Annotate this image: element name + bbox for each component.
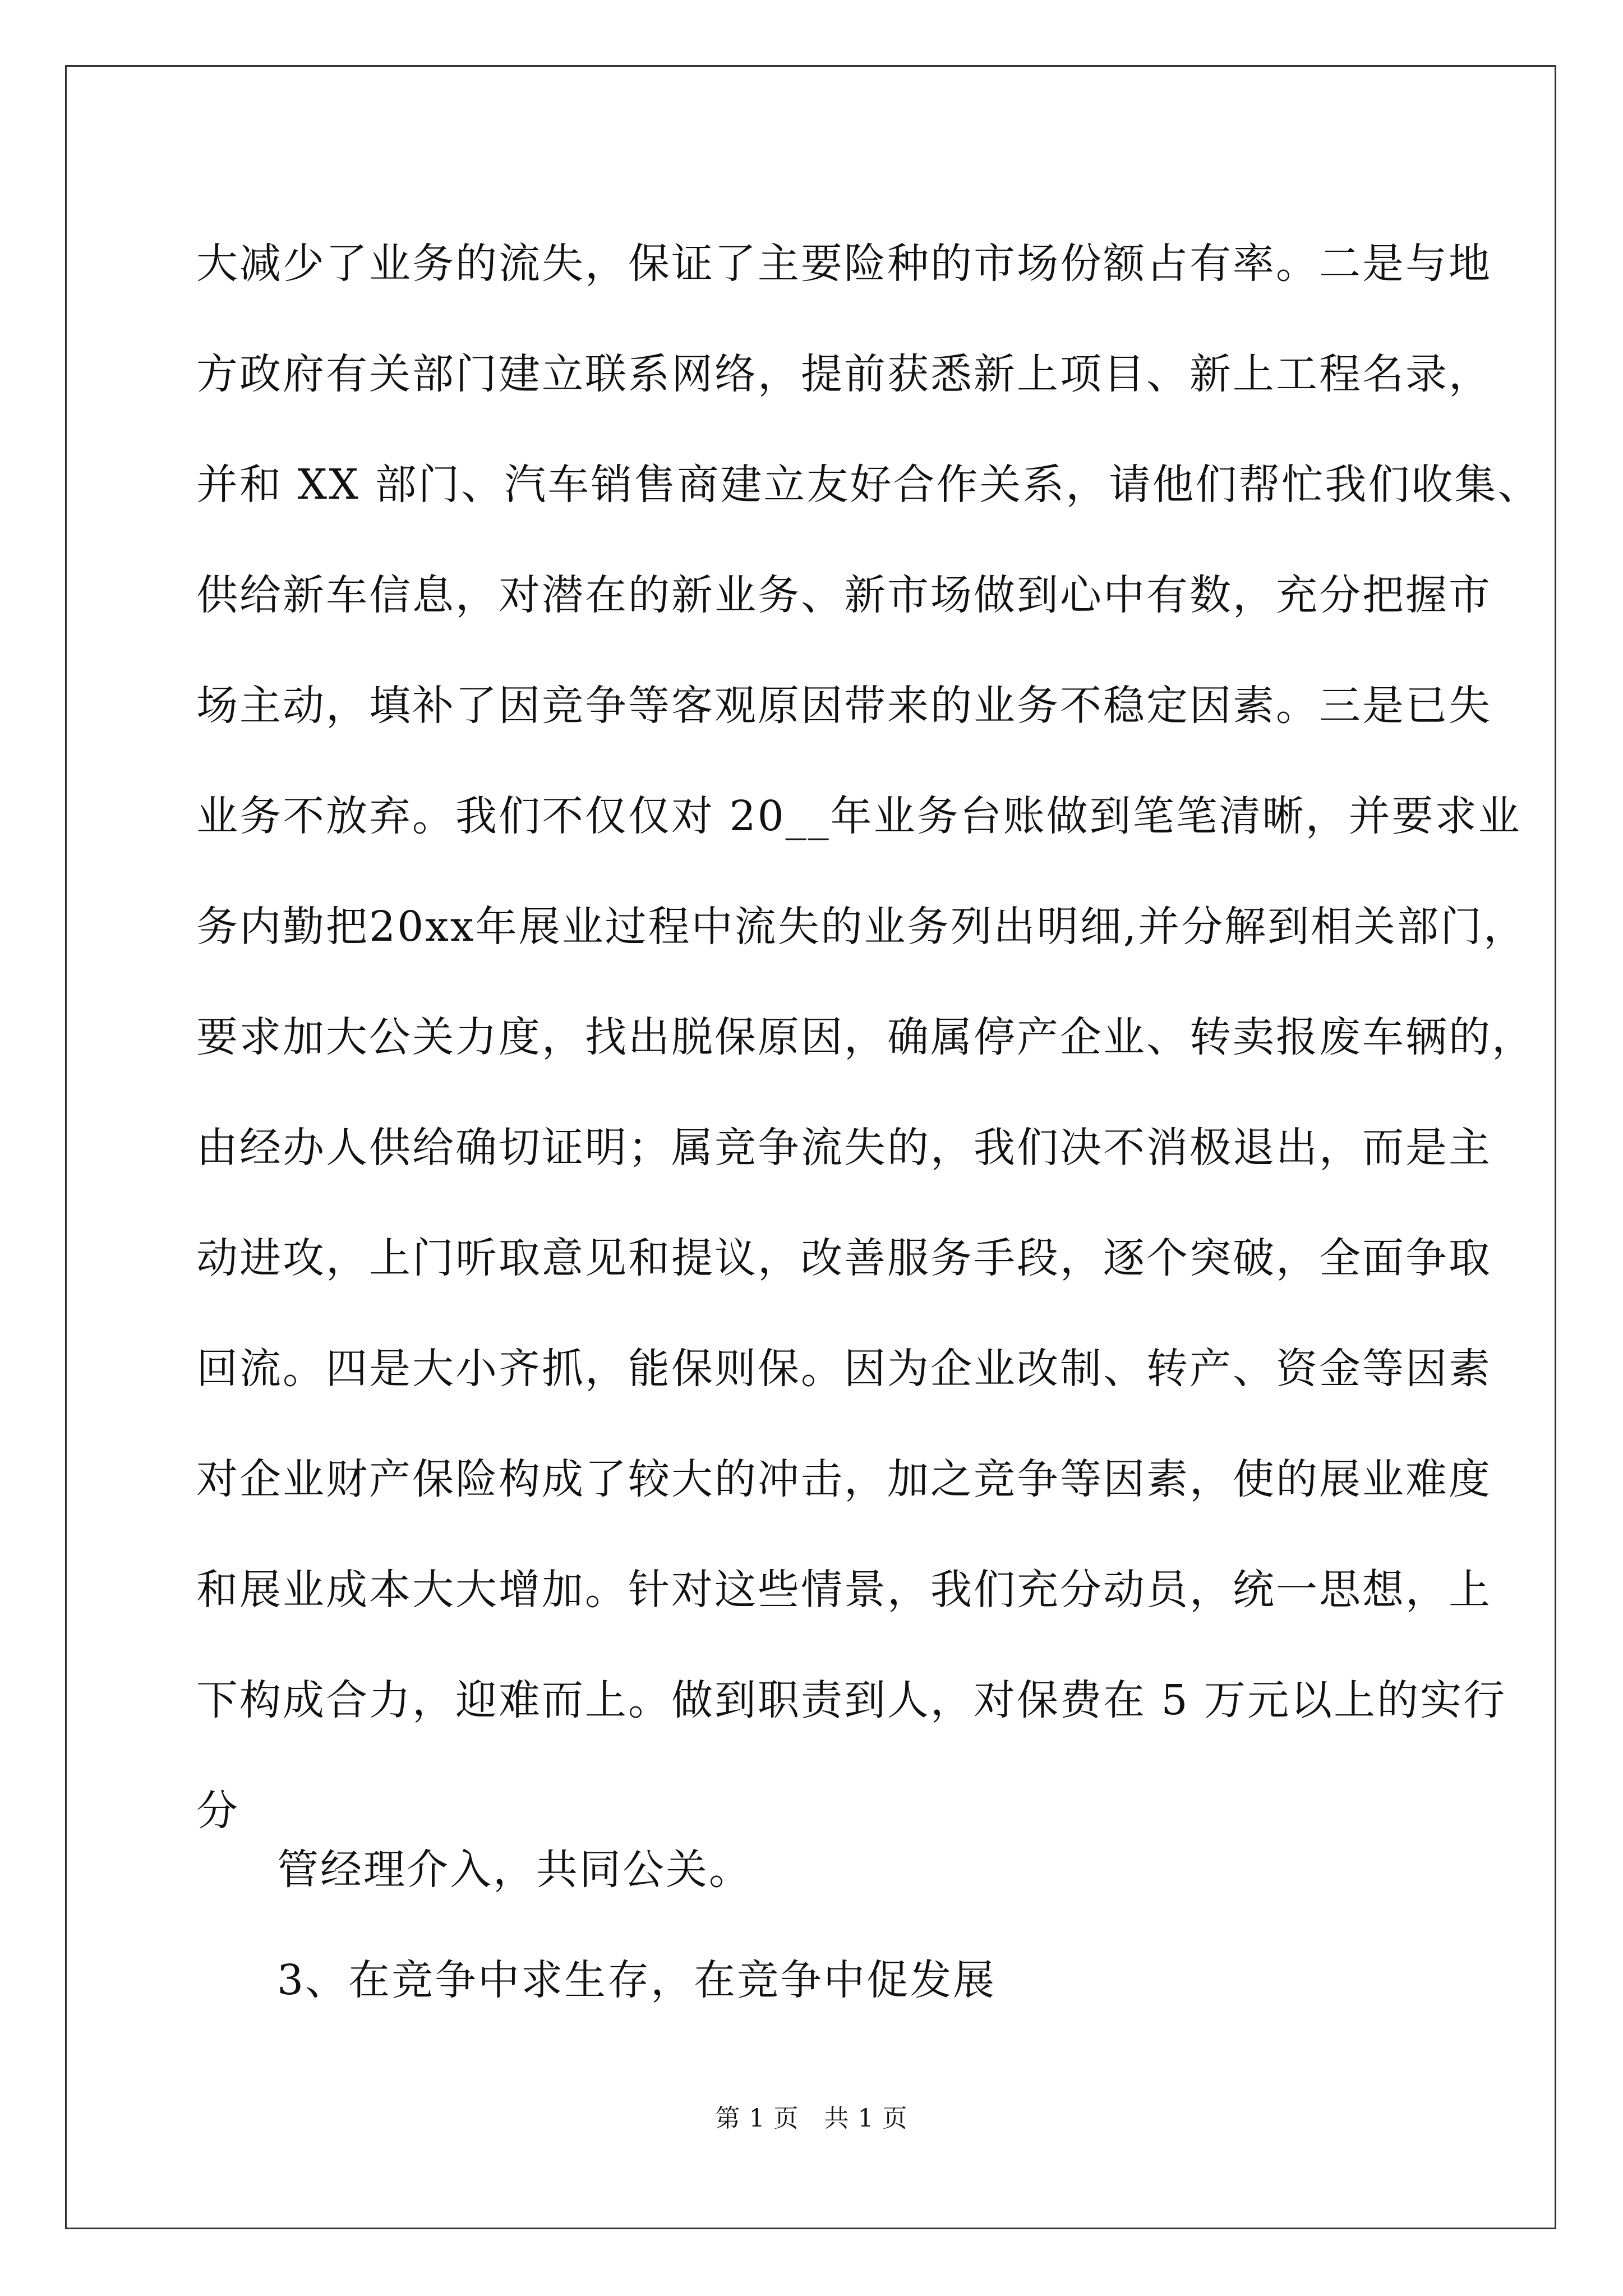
text-line: 和展业成本大大增加。针对这些情景，我们充分动员，统一思想，上 (196, 1566, 1492, 1614)
text-line: 由经办人供给确切证明；属竞争流失的，我们决不消极退出，而是主 (196, 1124, 1492, 1172)
page-footer: 第 1 页 共 1 页 (715, 2104, 908, 2133)
text-line: 业务不放弃。我们不仅仅对 20__年业务台账做到笔笔清晰，并要求业 (196, 792, 1521, 840)
text-line: 回流。四是大小齐抓，能保则保。因为企业改制、转产、资金等因素 (196, 1345, 1492, 1393)
text-line: 方政府有关部门建立联系网络，提前获悉新上项目、新上工程名录， (196, 350, 1492, 398)
text-line: 并和 XX 部门、汽车销售商建立友好合作关系，请他们帮忙我们收集、 (196, 461, 1541, 509)
text-line: 对企业财产保险构成了较大的冲击，加之竞争等因素，使的展业难度 (196, 1455, 1492, 1503)
paragraph-manager-intervention: 管经理介入，共同公关。 (277, 1846, 752, 1894)
paragraph-continued (196, 209, 1541, 1866)
text-line: 场主动，填补了因竞争等客观原因带来的业务不稳定因素。三是已失 (196, 682, 1492, 730)
text-line: 动进攻，上门听取意见和提议，改善服务手段，逐个突破，全面争取 (196, 1234, 1492, 1282)
text-line: 大减少了业务的流失，保证了主要险种的市场份额占有率。二是与地 (196, 240, 1492, 288)
text-line: 分 (196, 1787, 239, 1835)
text-line: 下构成合力，迎难而上。做到职责到人，对保费在 5 万元以上的实行 (196, 1676, 1507, 1724)
section-heading-3: 3、在竞争中求生存，在竞争中促发展 (277, 1956, 997, 2004)
text-line: 务内勤把20xx年展业过程中流失的业务列出明细,并分解到相关部门， (196, 903, 1527, 951)
text-line: 要求加大公关力度，找出脱保原因，确属停产企业、转卖报废车辆的， (196, 1013, 1535, 1061)
text-line: 供给新车信息，对潜在的新业务、新市场做到心中有数，充分把握市 (196, 571, 1492, 619)
